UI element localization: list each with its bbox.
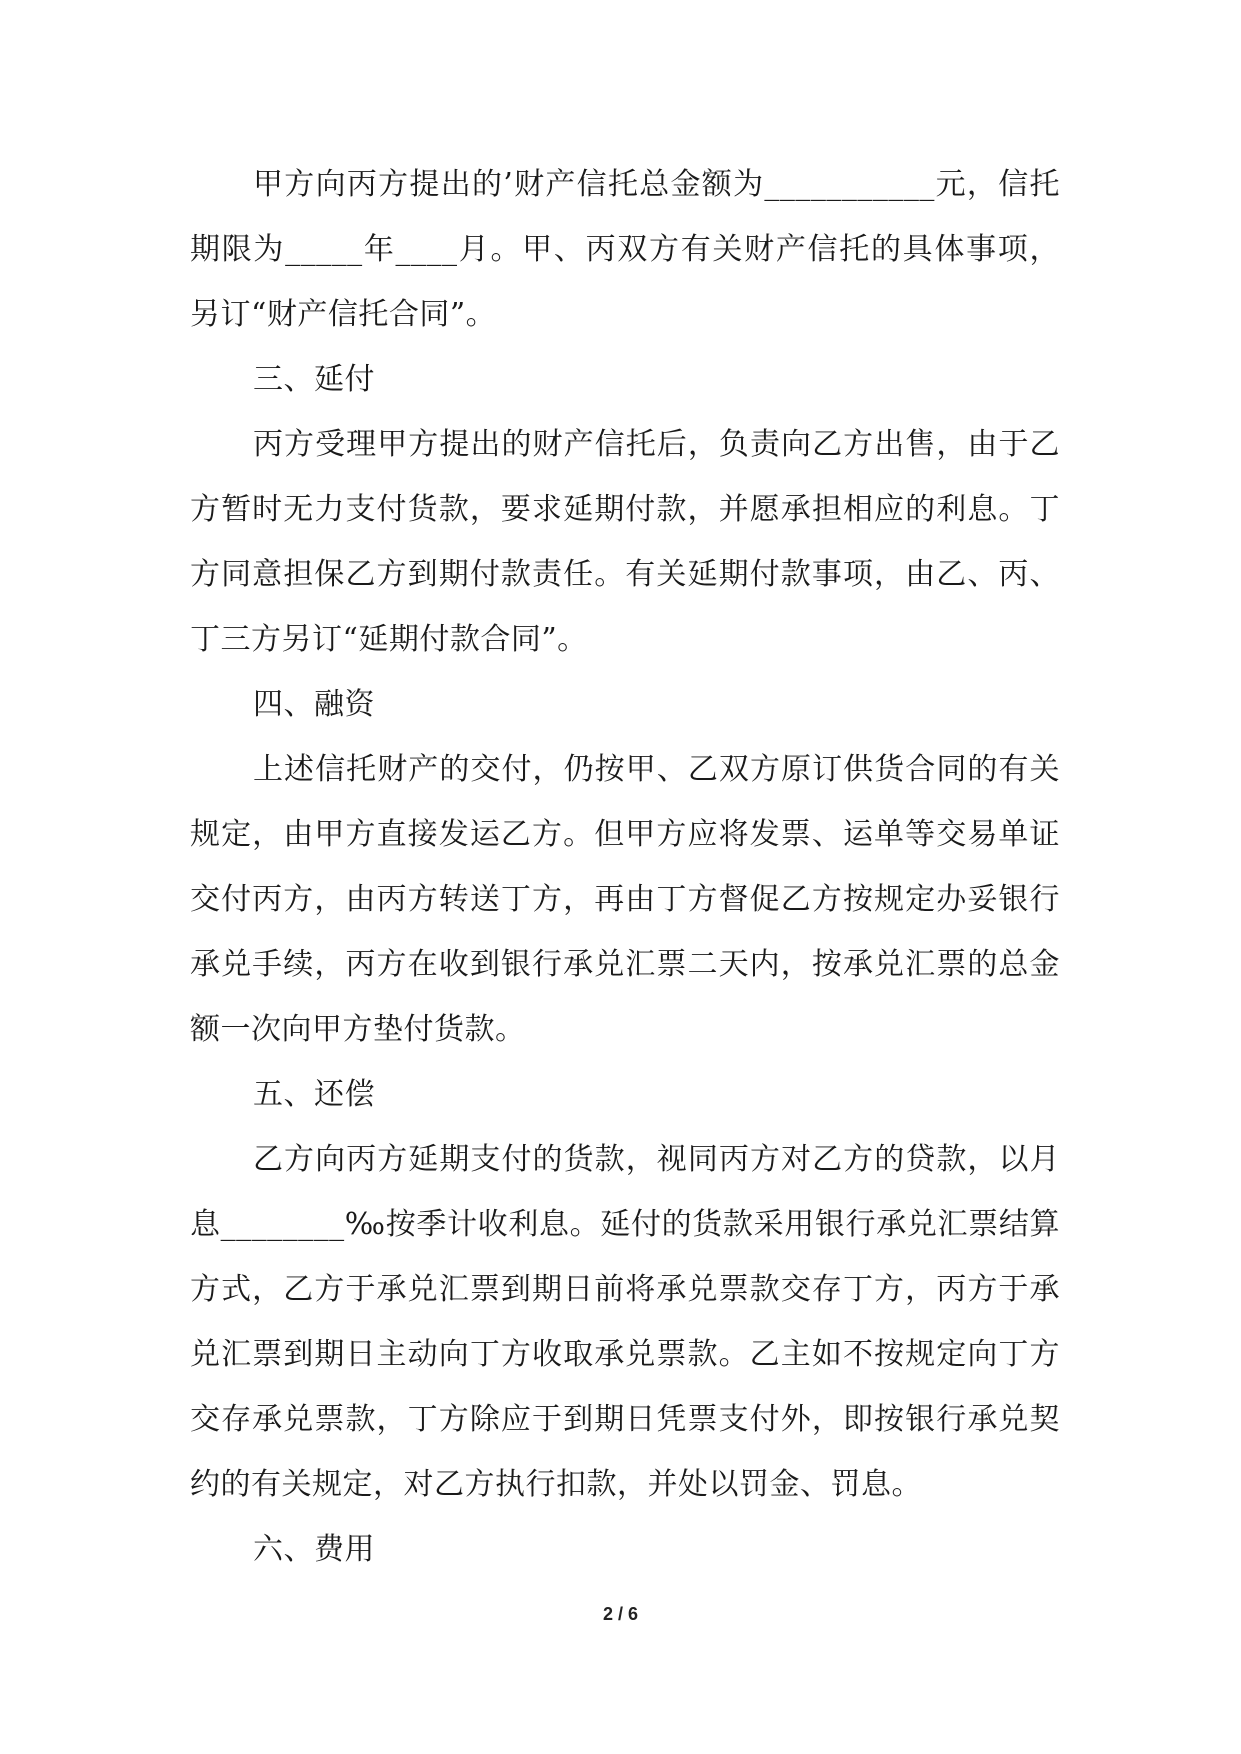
document-body (190, 152, 1060, 1582)
section-heading-fees: 六、费用 (253, 1532, 375, 1567)
paragraph-repayment: 乙方向丙方延期支付的货款，视同丙方对乙方的贷款，以月息________‰按季计收利息。延付的货款采用银行承兑汇票结算方式，乙方于承兑汇票到期日前将承兑票款交存丁方，丙方于承兑汇票到期日主动向丁方收取承兑票款。乙主如不按规定向丁方交存承兑票款，丁方除应于到期日凭票支付外，即按银行承兑契约的有关规定，对乙方执行扣款，并处以罚金、罚息。 (190, 1142, 1060, 1502)
page-number: 2 / 6 (602, 1604, 639, 1624)
section-heading-repayment: 五、还偿 (253, 1077, 375, 1112)
paragraph-trust-amount: 甲方向丙方提出的’财产信托总金额为___________元，信托期限为_____年____月。甲、丙双方有关财产信托的具体事项，另订“财产信托合同”。 (190, 167, 1060, 332)
section-heading-deferred-payment: 三、延付 (253, 362, 375, 397)
paragraph-financing: 上述信托财产的交付，仍按甲、乙双方原订供货合同的有关规定，由甲方直接发运乙方。但甲方应将发票、运单等交易单证交付丙方，由丙方转送丁方，再由丁方督促乙方按规定办妥银行承兑手续，丙方在收到银行承兑汇票二天内，按承兑汇票的总金额一次向甲方垫付货款。 (190, 752, 1060, 1047)
section-heading-financing: 四、融资 (253, 687, 375, 722)
paragraph-deferred-payment: 丙方受理甲方提出的财产信托后，负责向乙方出售，由于乙方暂时无力支付货款，要求延期付款，并愿承担相应的利息。丁方同意担保乙方到期付款责任。有关延期付款事项，由乙、丙、丁三方另订“延期付款合同”。 (190, 427, 1060, 657)
